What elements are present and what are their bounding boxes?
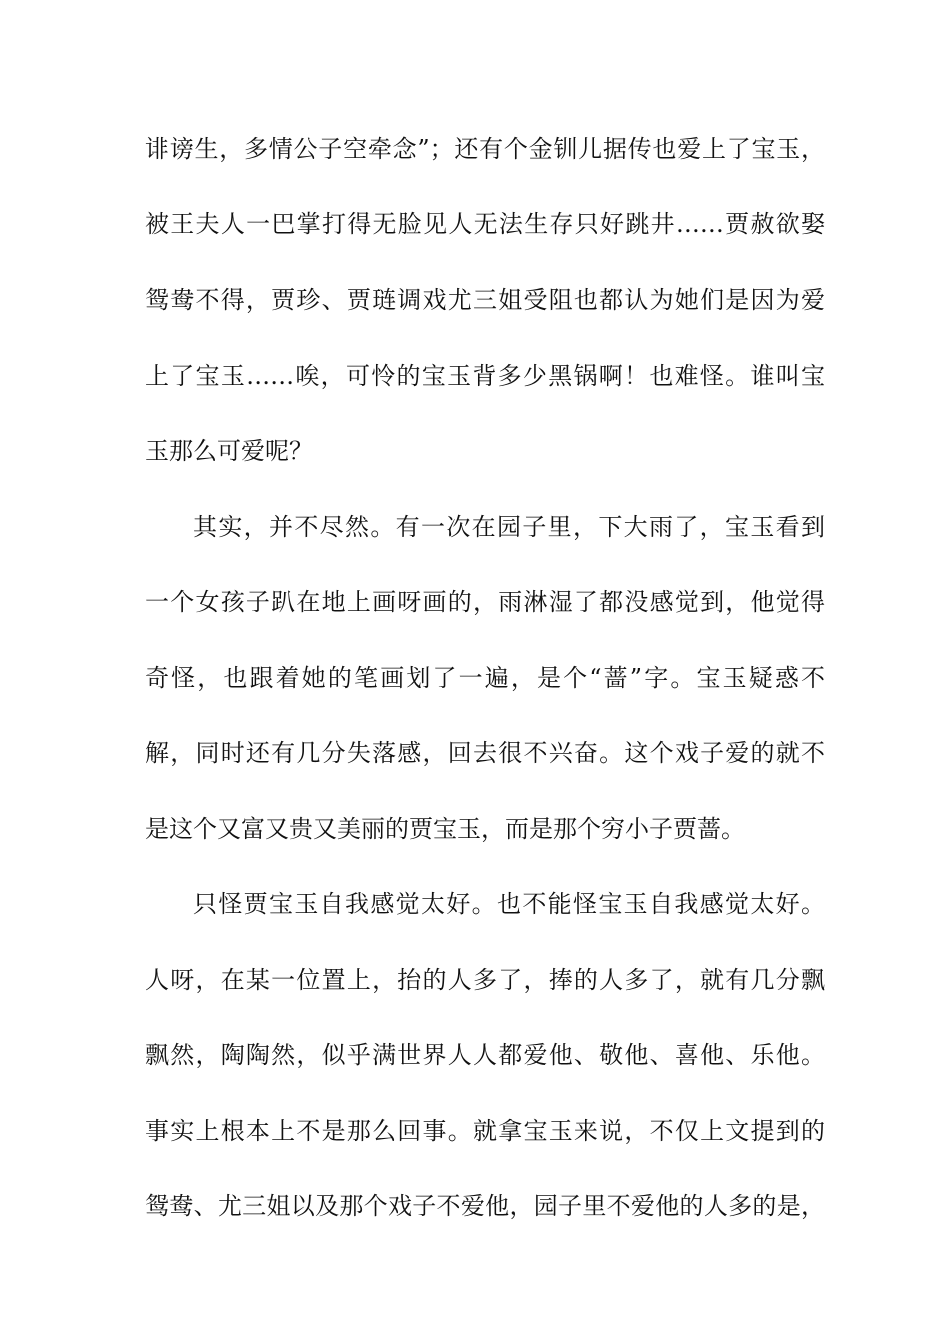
text-line-1: 诽谤生，多情公子空牵念”；还有个金钏儿据传也爱上了宝玉， [145,135,825,163]
text-line-4: 上了宝玉……唉，可怜的宝玉背多少黑锅啊！也难怪。谁叫宝 [145,362,825,390]
text-line-7: 一个女孩子趴在地上画呀画的，雨淋湿了都没感觉到，他觉得 [145,588,825,616]
text-line-11: 只怪贾宝玉自我感觉太好。也不能怪宝玉自我感觉太好。 [193,890,825,918]
text-line-5: 玉那么可爱呢？ [145,437,313,465]
text-line-12: 人呀，在某一位置上，抬的人多了，捧的人多了，就有几分飘 [145,966,825,994]
text-line-2: 被王夫人一巴掌打得无脸见人无法生存只好跳井……贾赦欲娶 [145,210,825,238]
text-line-10: 是这个又富又贵又美丽的贾宝玉，而是那个穷小子贾蔷。 [145,815,745,843]
text-line-8: 奇怪，也跟着她的笔画划了一遍，是个“蔷”字。宝玉疑惑不 [145,664,825,692]
text-line-15: 鸳鸯、尤三姐以及那个戏子不爱他，园子里不爱他的人多的是， [145,1192,825,1220]
text-line-6: 其实，并不尽然。有一次在园子里，下大雨了，宝玉看到 [193,513,825,541]
text-line-13: 飘然，陶陶然，似乎满世界人人都爱他、敬他、喜他、乐他。 [145,1041,825,1069]
text-line-3: 鸳鸯不得，贾珍、贾琏调戏尤三姐受阻也都认为她们是因为爱 [145,286,825,314]
text-line-14: 事实上根本上不是那么回事。就拿宝玉来说，不仅上文提到的 [145,1117,825,1145]
text-line-9: 解，同时还有几分失落感，回去很不兴奋。这个戏子爱的就不 [145,739,825,767]
